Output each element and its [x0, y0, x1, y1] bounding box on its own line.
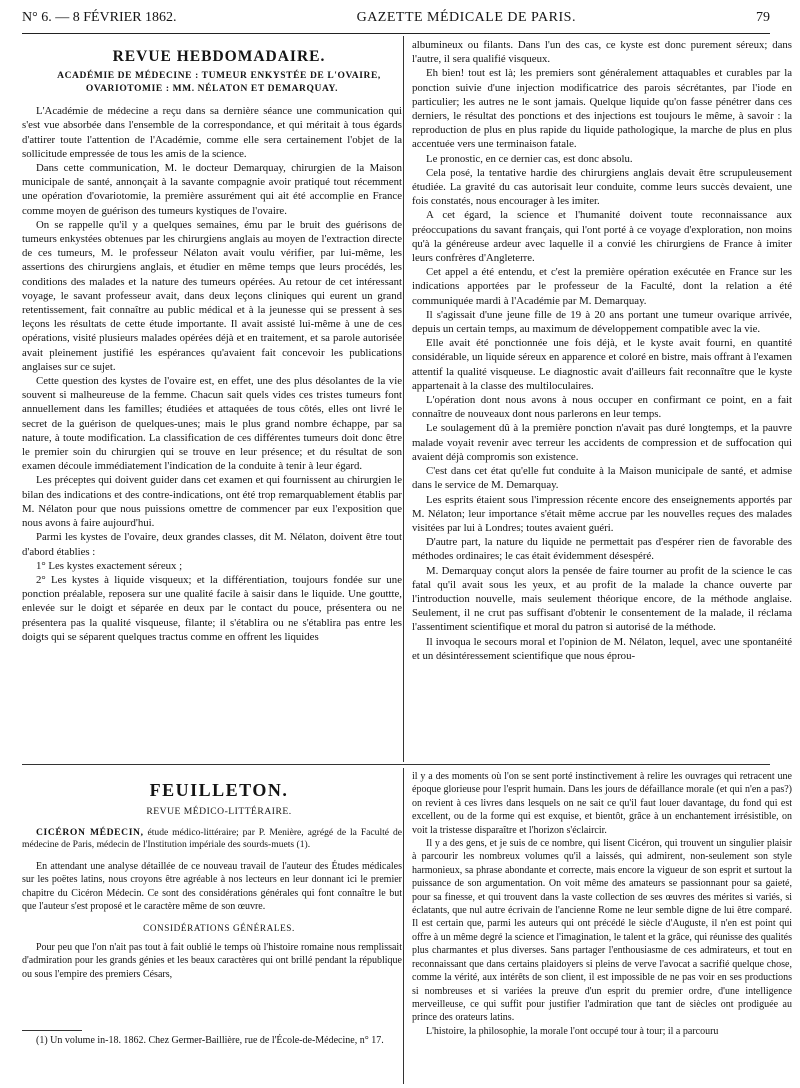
column-divider-top [403, 36, 404, 762]
revue-paragraph: Les préceptes qui doivent guider dans cet examen et qui fournissent au chirurgien le bilan des indications et des contre-indications, ont été trop remarquablement établis par M. Nélaton pour que nous puissions omettre de commencer par eux l'exposition que nous avons à faire aujourd'hui. [22, 474, 402, 530]
feuilleton-paragraph: L'histoire, la philosophie, la morale l'ont occupé tour à tour; il a parcouru [426, 1025, 719, 1037]
feuilleton-paragraph: Pour peu que l'on n'ait pas tout à fait oublié le temps où l'histoire romaine nous remplissait d'admiration pour les grands génies et les beaux caractères qui ont brillé pendant la république ou sous l'empire des premiers Césars, [22, 942, 402, 980]
revue-paragraph: Cela posé, la tentative hardie des chirurgiens anglais devait être scrupuleusement étudiée. La gravité du cas autorisait leur conduite, comme leurs succès devaient, une fois constatés, nous encourager à les imiter. [412, 166, 792, 208]
footnote: (1) Un volume in-18. 1862. Chez Germer-Baillière, rue de l'École-de-Médecine, n° 17. [36, 1035, 384, 1046]
book-details: étude médico-littéraire; par P. Menière, agrégé de la Faculté de médecine de Paris, médecin de l'Institution impériale des sourds-muets (1). [22, 826, 402, 851]
journal-title: GAZETTE MÉDICALE DE PARIS. [356, 10, 576, 25]
revue-paragraph: C'est dans cet état qu'elle fut conduite à la Maison municipale de santé, et admise dans le service de M. Demarquay. [412, 465, 792, 492]
book-title: CICÉRON MÉDECIN, [36, 826, 144, 838]
revue-paragraph: Il s'agissait d'une jeune fille de 19 à 20 ans portant une tumeur ovarique arrivée, depuis un certain temps, au maximum de développement compatible avec la vie. [412, 308, 792, 336]
revue-paragraph: Les esprits étaient sous l'impression récente encore des enseignements apportés par M. Nélaton; leur importance s'était même accrue par les nouvelles reçues des malades visitées par lui à Londres; toutes avaient guéri. [412, 493, 792, 534]
feuilleton-paragraph: il y a des moments où l'on se sent porté instinctivement à relire les ouvrages qui retracent une époque glorieuse pour l'esprit humain. Dans les jours de défaillance morale (et qui n'en a pas?) on revient à ces livres dans lesquels on ne sait ce qu'il faut louer davantage, du fond qui est excellent, ou de la forme qui est exquise, et bientôt, grâce à un enchantement irrésistible, on voit la tristesse disparaître et l'horizon s'éclaircir. [412, 771, 792, 836]
revue-paragraph: Il invoqua le secours moral et l'opinion de M. Nélaton, lequel, avec une spontanéité et un désintéressement scientifique que nous éprou- [412, 635, 792, 662]
revue-paragraph: Cet appel a été entendu, et c'est la première opération exécutée en France sur les indications apportées par le professeur de la Faculté, dont la relation a été communiquée mardi à l'Académie par M. Demarquay. [412, 266, 792, 307]
revue-title: REVUE HEBDOMADAIRE. [112, 48, 326, 65]
feuilleton-title: FEUILLETON. [149, 780, 289, 800]
revue-paragraph: L'Académie de médecine a reçu dans sa dernière séance une communication qui s'est vue absorbée dans l'ensemble de la correspondance, et qui méritait à tous égards d'attirer toute l'attention de l'Académie, comme elle sera certainement l'objet de la sollicitude empressée de tous les amis de la science. [22, 105, 402, 160]
footnote-rule [22, 1030, 82, 1031]
page-header [22, 10, 770, 28]
feuilleton-right-column [412, 770, 792, 1038]
revue-paragraph: albumineux ou filants. Dans l'un des cas, ce kyste est donc purement séreux; dans l'autre, il sera qualifié visqueux. [412, 39, 792, 66]
revue-paragraph: Eh bien! tout est là; les premiers sont généralement attaquables et curables par la ponction suivie d'une injection modificatrice des parois sécrétantes, par l'iode en particulier; les autres ne le sont jamais. Quelque liquide qu'on fasse pénétrer dans ces derniers, le résultat des ponctions et des injections est toujours le même, à savoir : la reproduction de plus en plus rapide du liquide pathologique, la marche de plus en plus accentuée vers une terminaison fatale. [412, 67, 792, 151]
revue-paragraph: Parmi les kystes de l'ovaire, deux grandes classes, dit M. Nélaton, doivent être tout d'abord établies : [22, 531, 402, 558]
revue-paragraph: Elle avait été ponctionnée une fois déjà, et le kyste avait fourni, en quantité considérable, un liquide séreux en apparence et coloré en bistre, mais offrant à l'examen attentif la qualité visqueuse. Le diagnostic avait d'ailleurs fait reconnaître que le kyste appartenait à la classe des multiloculaires. [412, 337, 792, 392]
revue-paragraph: 1° Les kystes exactement séreux ; [36, 559, 183, 572]
book-citation [22, 827, 402, 852]
revue-paragraph: Le pronostic, en ce dernier cas, est donc absolu. [426, 152, 633, 165]
section-heading: CONSIDÉRATIONS GÉNÉRALES. [143, 922, 295, 933]
feuilleton-separator [22, 764, 770, 765]
issue-date: N° 6. — 8 FÉVRIER 1862. [22, 10, 177, 25]
column-divider-bottom [403, 768, 404, 1084]
header-rule [22, 33, 770, 34]
feuilleton-subtitle: REVUE MÉDICO-LITTÉRAIRE. [146, 806, 292, 818]
revue-paragraph: Le soulagement dû à la première ponction n'avait pas duré longtemps, et la pauvre malade voyait revenir avec terreur les accidents de compression et de suffocation qui avaient déjà compromis son existence. [412, 422, 792, 463]
revue-paragraph: Cette question des kystes de l'ovaire est, en effet, une des plus désolantes de la vie souvent si malheureuse de la femme. Chacun sait quels vides ces tristes tumeurs font annuellement dans les familles; étudiées et attaquées de tous côtés, elles ont livré le secret de la guérison de quelques-unes; mais le plus grand nombre échappe, par sa nature, à toute modification. La classification de ces différentes tumeurs doit donc être le premier soin du chirurgien qui se trouve en leur présence; et du résultat de son examen découle immédiatement l'indication de la conduite à tenir à leur égard. [22, 375, 402, 473]
revue-paragraph: A cet égard, la science et l'humanité doivent toute reconnaissance aux préoccupations du savant français, qui l'ont porté à ce voyage d'exploration, non moins qu'à la généreuse ardeur avec laquelle il a convié les chirurgiens de France à imiter leurs confrères d'Angleterre. [412, 209, 792, 265]
revue-paragraph: Dans cette communication, M. le docteur Demarquay, chirurgien de la Maison municipale de santé, annonçait à la savante compagnie avoir pratiqué tout récemment une opération d'ovariotomie, la première assurément qui ait été accomplie en France comme moyen de guérison des tumeurs kystiques de l'ovaire. [22, 162, 402, 217]
revue-paragraph: On se rappelle qu'il y a quelques semaines, ému par le bruit des guérisons de tumeurs enkystées obtenues par les chirurgiens anglais au moyen de l'extraction directe de ces tumeurs, M. le professeur Nélaton avait voulu vérifier, par lui-même, les assertions des chirurgiens anglais, et étudier en même temps que leurs procédés, les conditions des malades et la nature des tumeurs opérées. Au retour de cet intéressant voyage, le savant professeur avait, dans deux leçons cliniques qui eurent un grand retentissement, fait connaître au public médical et à la jeunesse qui se pressent à ses leçons les résultats de cette étude importante. Il avait assisté lui-même à une de ces opérations, visité plusieurs malades opérées déjà et en traitement, et sa parole autorisée avait pleinement justifié les espérances qu'avaient fait concevoir les publications anglaises sur ce sujet. [22, 218, 402, 373]
revue-right-column [412, 38, 792, 663]
revue-left-column [22, 40, 402, 644]
revue-paragraph: 2° Les kystes à liquide visqueux; et la différentiation, toujours fondée sur une ponction préalable, reposera sur une qualité facile à saisir dans le liquide. Une gouttte, enlevée sur le doigt et séparée en deux par le contact du pouce, présentera ou ne présentera pas la qualité visqueuse, filante; il s'établira ou ne s'établira pas entre les doigts qui se séparent quelques tractus comme en offrent les liquides [22, 573, 402, 643]
feuilleton-intro: En attendant une analyse détaillée de ce nouveau travail de l'auteur des Études médicales sur les poëtes latins, nous croyons être agréable à nos lecteurs en leur donnant ici le premier chapitre du Cicéron Médecin. Ce sont des considérations générales qui font connaître le but que l'auteur s'est proposé et le caractère même de son œuvre. [22, 861, 402, 913]
revue-paragraph: L'opération dont nous avons à nous occuper en confirmant ce point, en a fait connaître de nouveaux dont nous parlerons en leur temps. [412, 394, 792, 421]
revue-paragraph: D'autre part, la nature du liquide ne permettait pas d'espérer rien de favorable des méthodes ordinaires; le cas était évidemment désespéré. [412, 536, 792, 563]
revue-subtitle: ACADÉMIE DE MÉDECINE : TUMEUR ENKYSTÉE DE L'OVAIRE, OVARIOTOMIE : MM. NÉLATON ET DEMARQUAY. [57, 71, 381, 95]
revue-paragraph: M. Demarquay conçut alors la pensée de faire tourner au profit de la science le cas fatal qu'il avait sous les yeux, et au profit de la malade la chance ouverte par l'introduction nouvelle, mais seulement théorique encore, de la méthode anglaise. Seulement, il ne crut pas suffisant d'obtenir le consentement de la malade, il réclama l'assentiment scientifique et moral du patron si autorisé de la méthode. [412, 564, 792, 634]
feuilleton-left-column [22, 770, 402, 981]
page-number: 79 [755, 10, 770, 25]
feuilleton-paragraph: Il y a des gens, et je suis de ce nombre, qui lisent Cicéron, qui trouvent un singulier plaisir à parcourir les nombreux volumes qu'il a laissés, qui admirent, non-seulement son style harmonieux, sa phrase abondante et correcte, mais encore la vigueur de son esprit et surtout la puissance de son argumentation. On voit même des amateurs se passionnant pour sa gaieté, pour sa finesse, et qui trouvent dans la vaste collection de ses œuvres des mérites si variés, si éclatants, que nul autre écrivain de l'ancienne Rome ne leur semble digne de lui être comparé. Il est certain que, parmi les auteurs qui ont précédé le siècle d'Auguste, il n'en est point qui offre à un même degré la science et l'imagination, le talent et la grâce, qui réunisse des qualités plus charmantes et plus diverses. Sans partager l'enthousiasme de ces admirateurs, et tout en reconnaissant que dans certains plaidoyers si pleins de verve l'avocat a sacrifié quelque chose, comme la vérité, aux intérêts de son client, il est impossible de ne pas voir en ses productions si nombreuses et si variées la preuve d'un esprit du premier ordre, d'une intelligence merveilleuse, ce qui suffit pour justifier l'admiration que tant de siècles ont prodiguée au prince des orateurs latins. [412, 838, 792, 1024]
